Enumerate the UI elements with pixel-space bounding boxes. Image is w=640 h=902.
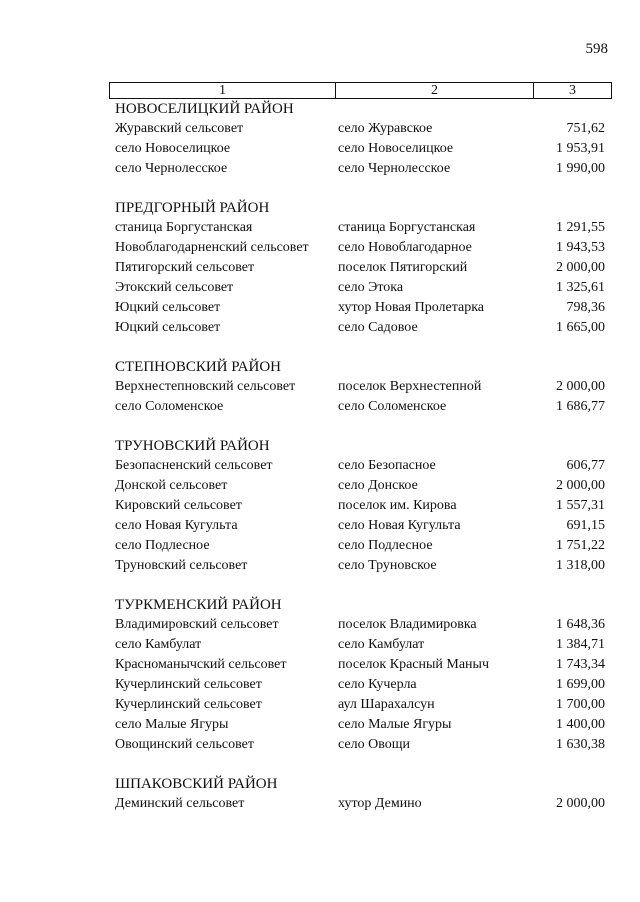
settlement-unit-cell: село Чернолесское (115, 161, 228, 176)
settlement-unit-cell: Красноманычский сельсовет (115, 657, 287, 672)
district-section (115, 436, 605, 576)
table-row (115, 456, 605, 476)
table-row (115, 715, 605, 735)
district-title: ТУРКМЕНСКИЙ РАЙОН (115, 597, 282, 613)
table-row (115, 695, 605, 715)
table-row (115, 556, 605, 576)
locality-cell: поселок Пятигорский (338, 260, 468, 275)
locality-cell: поселок Верхнестепной (338, 379, 482, 394)
table-row (115, 794, 605, 814)
settlement-unit-cell: Владимировский сельсовет (115, 617, 279, 632)
value-cell: 1 384,71 (556, 637, 605, 652)
column-header-row (109, 82, 612, 99)
locality-cell: село Новоблагодарное (338, 240, 472, 255)
settlement-unit-cell: Безопасненский сельсовет (115, 458, 273, 473)
table-row (115, 635, 605, 655)
value-cell: 1 943,53 (556, 240, 605, 255)
table-row (115, 615, 605, 635)
locality-cell: хутор Новая Пролетарка (338, 300, 485, 315)
locality-cell: село Соломенское (338, 399, 447, 414)
table-row (115, 119, 605, 139)
value-cell: 1 700,00 (556, 697, 605, 712)
table-row (115, 655, 605, 675)
settlement-unit-cell: Верхнестепновский сельсовет (115, 379, 296, 394)
district-title: ПРЕДГОРНЫЙ РАЙОН (115, 200, 270, 216)
locality-cell: село Кучерла (338, 677, 417, 692)
locality-cell: село Камбулат (338, 637, 425, 652)
locality-cell: поселок Владимировка (338, 617, 477, 632)
settlement-unit-cell: село Новая Кугульта (115, 518, 238, 533)
settlement-unit-cell: село Камбулат (115, 637, 202, 652)
value-cell: 1 665,00 (556, 320, 605, 335)
settlement-unit-cell: Труновский сельсовет (115, 558, 248, 573)
table-row (115, 238, 605, 258)
settlement-unit-cell: село Малые Ягуры (115, 717, 229, 732)
settlement-unit-cell: Донской сельсовет (115, 478, 228, 493)
settlement-unit-cell: Овощинский сельсовет (115, 737, 254, 752)
settlement-unit-cell: село Соломенское (115, 399, 224, 414)
table-row (115, 159, 605, 179)
settlement-unit-cell: Деминский сельсовет (115, 796, 245, 811)
table-row (115, 476, 605, 496)
value-cell: 1 557,31 (556, 498, 605, 513)
settlement-unit-cell: Кучерлинский сельсовет (115, 677, 262, 692)
locality-cell: село Журавское (338, 121, 433, 136)
value-cell: 1 325,61 (556, 280, 605, 295)
locality-cell: село Труновское (338, 558, 437, 573)
value-cell: 2 000,00 (556, 260, 605, 275)
value-cell: 691,15 (566, 518, 605, 533)
locality-cell: село Подлесное (338, 538, 433, 553)
table-row (115, 298, 605, 318)
table-row (115, 377, 605, 397)
table-row (115, 218, 605, 238)
value-cell: 1 743,34 (556, 657, 605, 672)
locality-cell: аул Шарахалсун (338, 697, 435, 712)
value-cell: 2 000,00 (556, 379, 605, 394)
table-row (115, 397, 605, 417)
locality-cell: село Малые Ягуры (338, 717, 452, 732)
district-section (115, 198, 605, 338)
settlement-unit-cell: Журавский сельсовет (115, 121, 244, 136)
settlement-unit-cell: село Подлесное (115, 538, 210, 553)
locality-cell: село Новая Кугульта (338, 518, 461, 533)
locality-cell: хутор Демино (338, 796, 422, 811)
table-row (115, 318, 605, 338)
locality-cell: село Новоселицкое (338, 141, 454, 156)
settlement-unit-cell: Этокский сельсовет (115, 280, 234, 295)
district-section (115, 774, 605, 814)
table-row (115, 675, 605, 695)
settlement-unit-cell: Кучерлинский сельсовет (115, 697, 262, 712)
district-table-body (115, 99, 605, 833)
value-cell: 1 291,55 (556, 220, 605, 235)
settlement-unit-cell: станица Боргустанская (115, 220, 253, 235)
settlement-unit-cell: Кировский сельсовет (115, 498, 242, 513)
value-cell: 798,36 (566, 300, 605, 315)
value-cell: 1 990,00 (556, 161, 605, 176)
district-title: ШПАКОВСКИЙ РАЙОН (115, 776, 278, 792)
district-title: НОВОСЕЛИЦКИЙ РАЙОН (115, 101, 294, 117)
table-row (115, 516, 605, 536)
column-header-3: 3 (569, 83, 576, 98)
locality-cell: село Садовое (338, 320, 418, 335)
value-cell: 1 318,00 (556, 558, 605, 573)
value-cell: 1 400,00 (556, 717, 605, 732)
locality-cell: село Овощи (338, 737, 410, 752)
value-cell: 1 751,22 (556, 538, 605, 553)
district-title: ТРУНОВСКИЙ РАЙОН (115, 438, 270, 454)
table-row (115, 278, 605, 298)
locality-cell: станица Боргустанская (338, 220, 476, 235)
settlement-unit-cell: село Новоселицкое (115, 141, 231, 156)
locality-cell: село Этока (338, 280, 404, 295)
district-section (115, 595, 605, 755)
value-cell: 1 630,38 (556, 737, 605, 752)
column-header-1: 1 (110, 83, 336, 98)
table-row (115, 735, 605, 755)
locality-cell: село Чернолесское (338, 161, 451, 176)
settlement-unit-cell: Юцкий сельсовет (115, 300, 221, 315)
locality-cell: село Безопасное (338, 458, 436, 473)
settlement-unit-cell: Новоблагодарненский сельсовет (115, 240, 309, 255)
settlement-unit-cell: Пятигорский сельсовет (115, 260, 255, 275)
table-row (115, 258, 605, 278)
value-cell: 1 953,91 (556, 141, 605, 156)
page-number: 598 (585, 41, 608, 57)
value-cell: 1 686,77 (556, 399, 605, 414)
locality-cell: поселок им. Кирова (338, 498, 457, 513)
column-header-2: 2 (336, 83, 534, 98)
table-row (115, 536, 605, 556)
value-cell: 606,77 (566, 458, 605, 473)
value-cell: 751,62 (566, 121, 605, 136)
table-row (115, 496, 605, 516)
table-row (115, 139, 605, 159)
district-section (115, 357, 605, 417)
locality-cell: поселок Красный Маныч (338, 657, 489, 672)
district-title: СТЕПНОВСКИЙ РАЙОН (115, 359, 282, 375)
district-section (115, 99, 605, 179)
locality-cell: село Донское (338, 478, 418, 493)
value-cell: 2 000,00 (556, 478, 605, 493)
settlement-unit-cell: Юцкий сельсовет (115, 320, 221, 335)
value-cell: 2 000,00 (556, 796, 605, 811)
value-cell: 1 699,00 (556, 677, 605, 692)
value-cell: 1 648,36 (556, 617, 605, 632)
